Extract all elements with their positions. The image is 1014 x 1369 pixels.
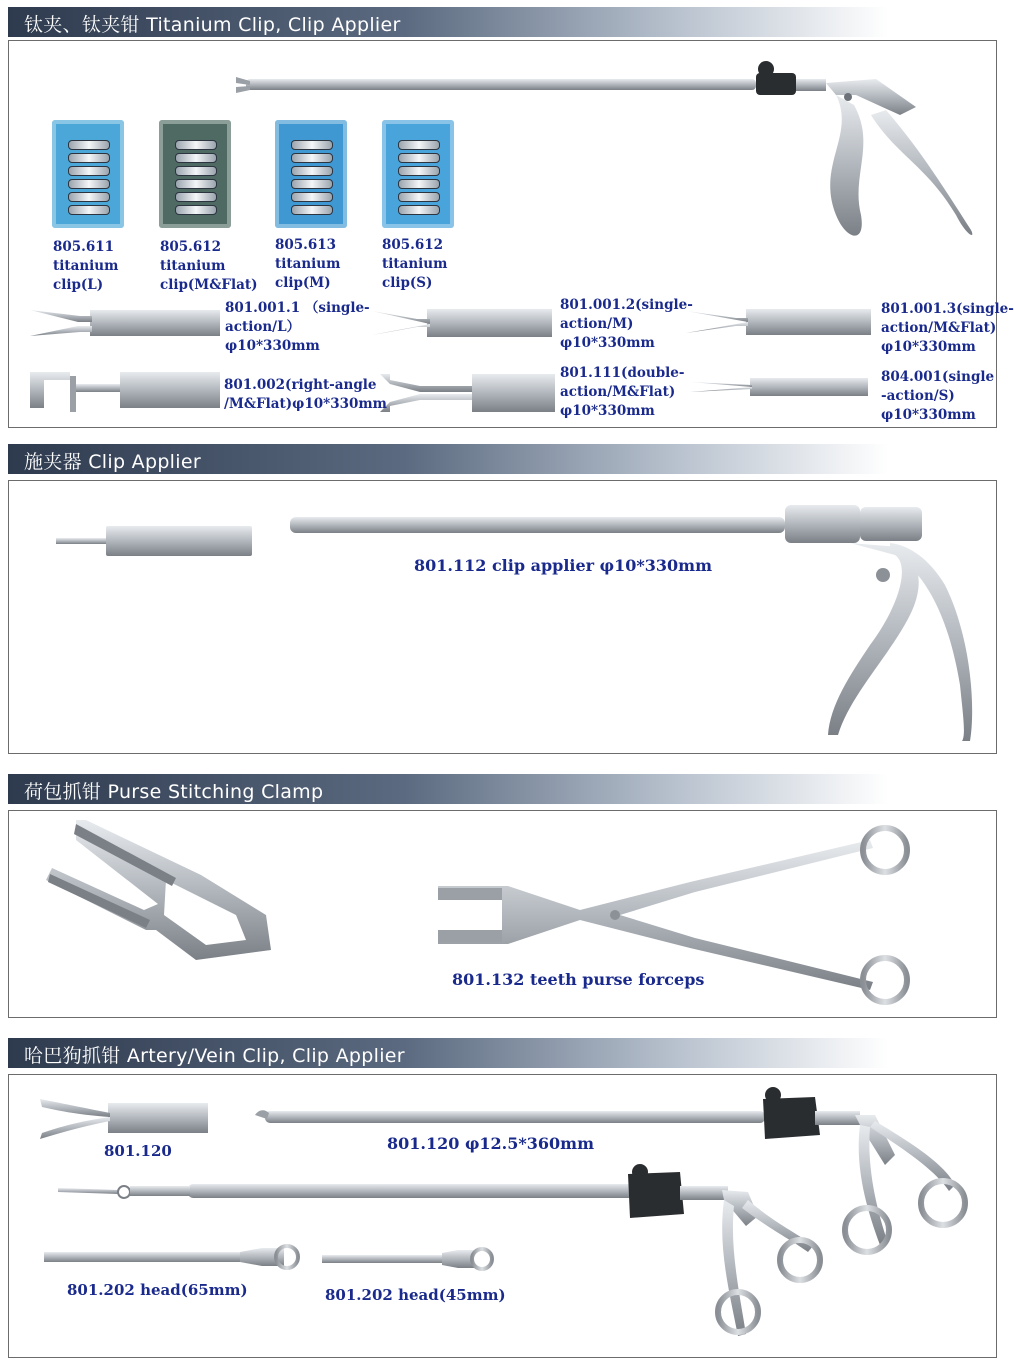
jaw-label-4: 801.111(double- action/M&Flat) φ10*330mm <box>560 365 685 419</box>
section-header-clip-applier <box>8 444 888 474</box>
section-title: 钛夹、钛夹钳 Titanium Clip, Clip Applier <box>24 14 401 36</box>
clip-label-2: 805.613 titanium clip(M) <box>275 237 341 291</box>
clip-box-image <box>275 120 347 228</box>
section-header-artery-clip <box>8 1038 888 1068</box>
clip-box-image <box>52 120 124 228</box>
head-65mm-label: 801.202 head(65mm) <box>67 1281 248 1299</box>
jaw-image-4 <box>380 372 555 414</box>
jaw-image-0 <box>30 302 220 342</box>
clip-row <box>398 179 440 189</box>
clip-row <box>175 153 217 163</box>
head-45mm-label: 801.202 head(45mm) <box>325 1286 506 1304</box>
clip-row <box>291 205 333 215</box>
clip-label-1: 805.612 titanium clip(M&Flat) <box>160 239 258 293</box>
clip-row <box>175 192 217 202</box>
clip-box-image <box>159 120 231 228</box>
purse-jaw-closeup-image <box>46 820 276 970</box>
clip-row <box>175 166 217 176</box>
clip-row <box>68 140 110 150</box>
clip-row <box>68 205 110 215</box>
jaw-image-3 <box>30 368 220 412</box>
clip-row <box>68 179 110 189</box>
clip-label-0: 805.611 titanium clip(L) <box>53 239 119 293</box>
artery-head-closeup-image <box>40 1097 210 1141</box>
clip-applier-label: 801.112 clip applier φ10*330mm <box>414 556 713 575</box>
jaw-label-5: 804.001(single -action/S) φ10*330mm <box>881 369 995 423</box>
clip-row <box>175 179 217 189</box>
clip-row <box>291 179 333 189</box>
clip-row <box>398 192 440 202</box>
jaw-label-2: 801.001.3(single- action/M&Flat) φ10*330mm <box>881 301 1014 355</box>
head-45mm-image <box>322 1247 498 1271</box>
jaw-label-0: 801.001.1 （single- action/L） φ10*330mm <box>225 300 370 354</box>
clip-row <box>68 192 110 202</box>
clip-row <box>291 153 333 163</box>
clip-row <box>175 205 217 215</box>
clip-row <box>68 153 110 163</box>
clip-row <box>398 205 440 215</box>
section-title: 哈巴狗抓钳 Artery/Vein Clip, Clip Applier <box>24 1045 405 1067</box>
clip-applier-image <box>290 505 980 745</box>
jaw-label-3: 801.002(right-angle /M&Flat)φ10*330mm <box>224 377 387 412</box>
section-header-titanium-clip <box>8 7 888 37</box>
clip-row <box>175 140 217 150</box>
clip-box-image <box>382 120 454 228</box>
purse-forceps-label: 801.132 teeth purse forceps <box>452 970 705 989</box>
clip-row <box>291 140 333 150</box>
clip-row <box>291 166 333 176</box>
jaw-image-2 <box>686 307 871 337</box>
jaw-image-5 <box>690 376 870 398</box>
jaw-image-1 <box>372 305 552 341</box>
artery-long-label: 801.120 φ12.5*360mm <box>387 1134 595 1153</box>
jaw-label-1: 801.001.2(single- action/M) φ10*330mm <box>560 297 693 351</box>
clip-row <box>398 153 440 163</box>
clip-row <box>398 140 440 150</box>
artery-head-label: 801.120 <box>104 1142 172 1160</box>
clip-applier-tip-image <box>56 524 252 558</box>
clip-row <box>398 166 440 176</box>
section-title: 施夹器 Clip Applier <box>24 451 201 473</box>
clip-row <box>291 192 333 202</box>
clip-label-3: 805.612 titanium clip(S) <box>382 237 448 291</box>
section-title: 荷包抓钳 Purse Stitching Clamp <box>24 781 324 803</box>
clip-row <box>68 166 110 176</box>
clip-applier-long-image <box>236 55 976 255</box>
section-header-purse-clamp <box>8 774 888 804</box>
head-65mm-image <box>44 1244 304 1270</box>
